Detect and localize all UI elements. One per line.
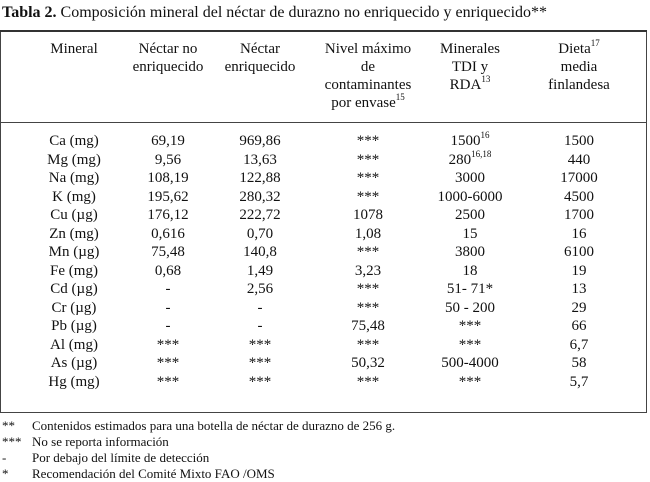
cell-value: 2500 bbox=[455, 207, 485, 223]
table-cell bbox=[534, 225, 624, 244]
cell-value: 280,32 bbox=[239, 188, 281, 205]
cell-value: 195,62 bbox=[147, 188, 189, 205]
cell-value: 6100 bbox=[564, 244, 594, 260]
table-cell bbox=[118, 225, 218, 244]
table-cell bbox=[534, 151, 624, 170]
cell-value: *** bbox=[458, 318, 482, 334]
table-cell bbox=[118, 280, 218, 299]
cell-value: 1,08 bbox=[354, 225, 382, 242]
cell-value: *** bbox=[156, 336, 180, 353]
cell-value: *** bbox=[356, 299, 380, 316]
table-row bbox=[0, 336, 647, 355]
table-cell bbox=[534, 299, 624, 318]
cell-value: 176,12 bbox=[147, 207, 189, 223]
table-header-rule bbox=[0, 122, 647, 123]
table-row bbox=[0, 373, 647, 392]
cell-value: *** bbox=[156, 355, 180, 371]
column-header-line bbox=[118, 58, 218, 76]
column-header bbox=[210, 40, 310, 76]
cell-value: 17000 bbox=[560, 170, 598, 186]
footnote-text: Contenidos estimados para una botella de néctar de durazno de 256 g. bbox=[32, 418, 396, 433]
table-cell bbox=[318, 299, 418, 318]
footnote-symbol: - bbox=[2, 450, 7, 465]
cell-value: - bbox=[165, 318, 171, 334]
cell-value: 66 bbox=[571, 318, 587, 334]
table-cell bbox=[318, 317, 418, 336]
table-cell bbox=[318, 373, 418, 392]
cell-value: *** bbox=[458, 373, 482, 390]
table-cell bbox=[318, 280, 418, 299]
table-cell bbox=[420, 188, 520, 207]
column-header-line bbox=[318, 58, 418, 76]
table-row bbox=[0, 169, 647, 188]
column-header-line bbox=[420, 58, 520, 76]
cell-value: 0,616 bbox=[151, 225, 185, 242]
table-cell bbox=[210, 262, 310, 281]
footnote-symbol: * bbox=[2, 466, 9, 481]
table-label: Tabla 2. bbox=[2, 4, 57, 21]
table-cell bbox=[28, 299, 120, 318]
table-body bbox=[0, 132, 647, 391]
column-header-reference: 17 bbox=[590, 38, 600, 48]
cell-value: 4500 bbox=[564, 188, 594, 205]
table-cell bbox=[28, 243, 120, 262]
table-row bbox=[0, 206, 647, 225]
cell-value: 75,48 bbox=[351, 318, 385, 334]
table-cell bbox=[534, 262, 624, 281]
table-cell bbox=[420, 132, 520, 151]
table-cell bbox=[534, 206, 624, 225]
cell-value: 1500 bbox=[450, 133, 481, 149]
column-header-line bbox=[534, 76, 624, 94]
footnote-text: Por debajo del límite de detección bbox=[32, 450, 210, 465]
cell-value: 140,8 bbox=[243, 244, 277, 260]
table-cell bbox=[318, 151, 418, 170]
table-cell bbox=[118, 151, 218, 170]
table-cell bbox=[210, 169, 310, 188]
cell-value: 13,63 bbox=[243, 151, 277, 168]
cell-value: Cu (µg) bbox=[50, 207, 98, 223]
table-cell bbox=[28, 262, 120, 281]
table-row bbox=[0, 354, 647, 373]
cell-value: 9,56 bbox=[154, 151, 182, 168]
table-cell bbox=[210, 336, 310, 355]
table-cell bbox=[118, 317, 218, 336]
table-cell bbox=[118, 336, 218, 355]
table-cell bbox=[118, 354, 218, 373]
table-cell bbox=[318, 188, 418, 207]
table-cell bbox=[534, 336, 624, 355]
cell-value: 5,7 bbox=[569, 373, 589, 390]
column-header-line bbox=[534, 40, 624, 58]
column-header bbox=[420, 40, 520, 94]
cell-value: 50 - 200 bbox=[445, 299, 495, 316]
column-header-text: enriquecido bbox=[132, 59, 204, 75]
table-row bbox=[0, 225, 647, 244]
cell-value: *** bbox=[356, 281, 380, 297]
table-cell bbox=[28, 280, 120, 299]
table-cell bbox=[210, 188, 310, 207]
table-cell bbox=[420, 243, 520, 262]
table-caption bbox=[2, 4, 547, 22]
cell-value: - bbox=[165, 299, 171, 316]
table-cell bbox=[210, 206, 310, 225]
cell-value: 15 bbox=[462, 225, 478, 242]
table-cell bbox=[210, 151, 310, 170]
table-cell bbox=[318, 262, 418, 281]
table-cell bbox=[420, 373, 520, 392]
cell-value: *** bbox=[248, 373, 272, 390]
table-cell bbox=[534, 280, 624, 299]
cell-value: - bbox=[257, 299, 263, 316]
table-cell bbox=[28, 373, 120, 392]
cell-value: As (µg) bbox=[50, 355, 98, 371]
table-cell bbox=[534, 132, 624, 151]
column-header-line bbox=[210, 40, 310, 58]
cell-value: *** bbox=[356, 133, 380, 149]
column-header-reference: 15 bbox=[395, 92, 405, 102]
cell-value: 1500 bbox=[564, 133, 594, 149]
column-header-text: media bbox=[560, 59, 598, 75]
table-cell bbox=[420, 336, 520, 355]
table-cell bbox=[28, 336, 120, 355]
column-header bbox=[318, 40, 418, 112]
table-cell bbox=[534, 317, 624, 336]
table-cell bbox=[118, 299, 218, 318]
table-cell bbox=[118, 243, 218, 262]
table-cell bbox=[28, 317, 120, 336]
table-cell bbox=[210, 373, 310, 392]
table-cell bbox=[534, 188, 624, 207]
column-header-line bbox=[118, 40, 218, 58]
column-header-text: Mineral bbox=[50, 41, 98, 57]
cell-value: *** bbox=[356, 188, 380, 205]
cell-value: *** bbox=[248, 355, 272, 371]
table-cell bbox=[318, 169, 418, 188]
table-cell bbox=[118, 373, 218, 392]
cell-value: 122,88 bbox=[239, 170, 281, 186]
cell-value: 222,72 bbox=[239, 207, 281, 223]
table-title: Composición mineral del néctar de durazno no enriquecido y enriquecido** bbox=[56, 4, 548, 21]
cell-value: 6,7 bbox=[569, 336, 589, 353]
table-cell bbox=[210, 280, 310, 299]
table-cell bbox=[534, 373, 624, 392]
cell-value: 19 bbox=[571, 262, 587, 279]
footnote-text: Recomendación del Comité Mixto FAO /OMS bbox=[32, 466, 275, 481]
footnote-symbol: *** bbox=[2, 434, 22, 449]
cell-value: 500-4000 bbox=[441, 355, 499, 371]
cell-value: Cr (µg) bbox=[51, 299, 97, 316]
table-cell bbox=[534, 243, 624, 262]
cell-value: 2,56 bbox=[246, 281, 274, 297]
cell-value: Pb (µg) bbox=[51, 318, 97, 334]
cell-value: 13 bbox=[571, 281, 587, 297]
column-header-text: enriquecido bbox=[224, 59, 296, 75]
table-cell bbox=[118, 188, 218, 207]
cell-value: 0,68 bbox=[154, 262, 182, 279]
table-cell bbox=[28, 225, 120, 244]
cell-value: 51- 71* bbox=[446, 281, 494, 297]
cell-value: Ca (mg) bbox=[49, 133, 99, 149]
cell-value: Cd (µg) bbox=[50, 281, 98, 297]
table-cell bbox=[28, 132, 120, 151]
table-cell bbox=[28, 188, 120, 207]
cell-value: Na (mg) bbox=[48, 170, 100, 186]
table-cell bbox=[210, 317, 310, 336]
table-cell bbox=[210, 354, 310, 373]
cell-value: 58 bbox=[571, 355, 587, 371]
cell-value: K (mg) bbox=[52, 188, 96, 205]
column-header-text: de bbox=[360, 59, 376, 75]
cell-value: 3800 bbox=[455, 244, 485, 260]
table-cell bbox=[28, 354, 120, 373]
cell-value: 1,49 bbox=[246, 262, 274, 279]
table-row bbox=[0, 299, 647, 318]
footnote-text: No se reporta información bbox=[32, 434, 169, 449]
column-header-line bbox=[28, 40, 120, 58]
table-row bbox=[0, 132, 647, 151]
table-cell bbox=[318, 354, 418, 373]
column-header-line bbox=[210, 58, 310, 76]
table-cell bbox=[210, 243, 310, 262]
table-cell bbox=[420, 148, 520, 170]
column-header-line bbox=[534, 58, 624, 76]
cell-value: 280 bbox=[448, 151, 472, 168]
table-cell bbox=[318, 336, 418, 355]
cell-value: 969,86 bbox=[239, 133, 281, 149]
column-header bbox=[534, 40, 624, 94]
table-cell bbox=[420, 280, 520, 299]
column-header-line bbox=[318, 94, 418, 112]
cell-value: *** bbox=[156, 373, 180, 390]
table-cell bbox=[210, 132, 310, 151]
column-header-text: Minerales bbox=[440, 41, 500, 57]
cell-value: Zn (mg) bbox=[49, 225, 99, 242]
table-cell bbox=[420, 262, 520, 281]
cell-value: 440 bbox=[567, 151, 591, 168]
table-row bbox=[0, 243, 647, 262]
cell-value: 29 bbox=[571, 299, 587, 316]
column-header-text: Néctar no bbox=[138, 41, 198, 57]
column-header-line bbox=[420, 40, 520, 58]
table-cell bbox=[318, 132, 418, 151]
table-row bbox=[0, 317, 647, 336]
column-header bbox=[28, 40, 120, 58]
column-header-text: TDI y bbox=[451, 59, 489, 75]
table-cell bbox=[318, 225, 418, 244]
cell-value: Mn (µg) bbox=[48, 244, 100, 260]
table-cell bbox=[420, 225, 520, 244]
table-cell bbox=[118, 206, 218, 225]
table-cell bbox=[318, 206, 418, 225]
table-cell bbox=[534, 354, 624, 373]
column-header-text: contaminantes bbox=[324, 77, 412, 93]
table-cell bbox=[318, 243, 418, 262]
cell-value: *** bbox=[356, 244, 380, 260]
cell-value: 108,19 bbox=[147, 170, 189, 186]
table-cell bbox=[210, 299, 310, 318]
table-cell bbox=[420, 206, 520, 225]
table-row bbox=[0, 148, 647, 170]
table-row bbox=[0, 262, 647, 281]
cell-value: 3,23 bbox=[354, 262, 382, 279]
cell-value: 3000 bbox=[455, 170, 485, 186]
table-cell bbox=[420, 299, 520, 318]
cell-value: 1078 bbox=[353, 207, 383, 223]
cell-value: 18 bbox=[462, 262, 478, 279]
cell-reference: 16 bbox=[480, 130, 490, 140]
column-header-text: RDA bbox=[449, 77, 482, 93]
cell-value: *** bbox=[458, 336, 482, 353]
column-header-text: Nivel máximo bbox=[324, 41, 412, 57]
table-cell bbox=[28, 151, 120, 170]
cell-value: *** bbox=[356, 373, 380, 390]
cell-value: *** bbox=[356, 336, 380, 353]
cell-value: *** bbox=[248, 336, 272, 353]
table-row bbox=[0, 280, 647, 299]
cell-value: - bbox=[257, 318, 263, 334]
column-header-text: por envase bbox=[331, 95, 396, 111]
table-top-rule bbox=[0, 30, 647, 32]
cell-value: 50,32 bbox=[351, 355, 385, 371]
cell-value: 1000-6000 bbox=[437, 188, 503, 205]
cell-value: 69,19 bbox=[151, 133, 185, 149]
cell-value: - bbox=[165, 281, 171, 297]
cell-value: *** bbox=[356, 151, 380, 168]
column-header-text: finlandesa bbox=[548, 77, 610, 93]
column-header-text: Dieta bbox=[558, 41, 591, 57]
column-header bbox=[118, 40, 218, 76]
table-cell bbox=[534, 169, 624, 188]
table-cell bbox=[420, 169, 520, 188]
cell-value: Mg (mg) bbox=[47, 151, 101, 168]
column-header-reference: 13 bbox=[481, 74, 491, 84]
column-header-line bbox=[318, 40, 418, 58]
cell-value: 0,70 bbox=[246, 225, 274, 242]
table-cell bbox=[118, 132, 218, 151]
table-cell bbox=[28, 206, 120, 225]
cell-value: *** bbox=[356, 170, 380, 186]
cell-value: Al (mg) bbox=[50, 336, 98, 353]
table-cell bbox=[28, 169, 120, 188]
table-cell bbox=[118, 262, 218, 281]
table-cell bbox=[118, 169, 218, 188]
column-header-line bbox=[420, 76, 520, 94]
cell-reference: 16,18 bbox=[471, 148, 492, 159]
table-cell bbox=[210, 225, 310, 244]
table-row bbox=[0, 188, 647, 207]
table-cell bbox=[420, 354, 520, 373]
cell-value: Hg (mg) bbox=[48, 373, 100, 390]
cell-value: Fe (mg) bbox=[50, 262, 98, 279]
column-header-text: Néctar bbox=[240, 41, 280, 57]
footnote-symbol: ** bbox=[2, 418, 15, 433]
cell-value: 1700 bbox=[564, 207, 594, 223]
cell-value: 75,48 bbox=[151, 244, 185, 260]
table-cell bbox=[420, 317, 520, 336]
cell-value: 16 bbox=[571, 225, 587, 242]
